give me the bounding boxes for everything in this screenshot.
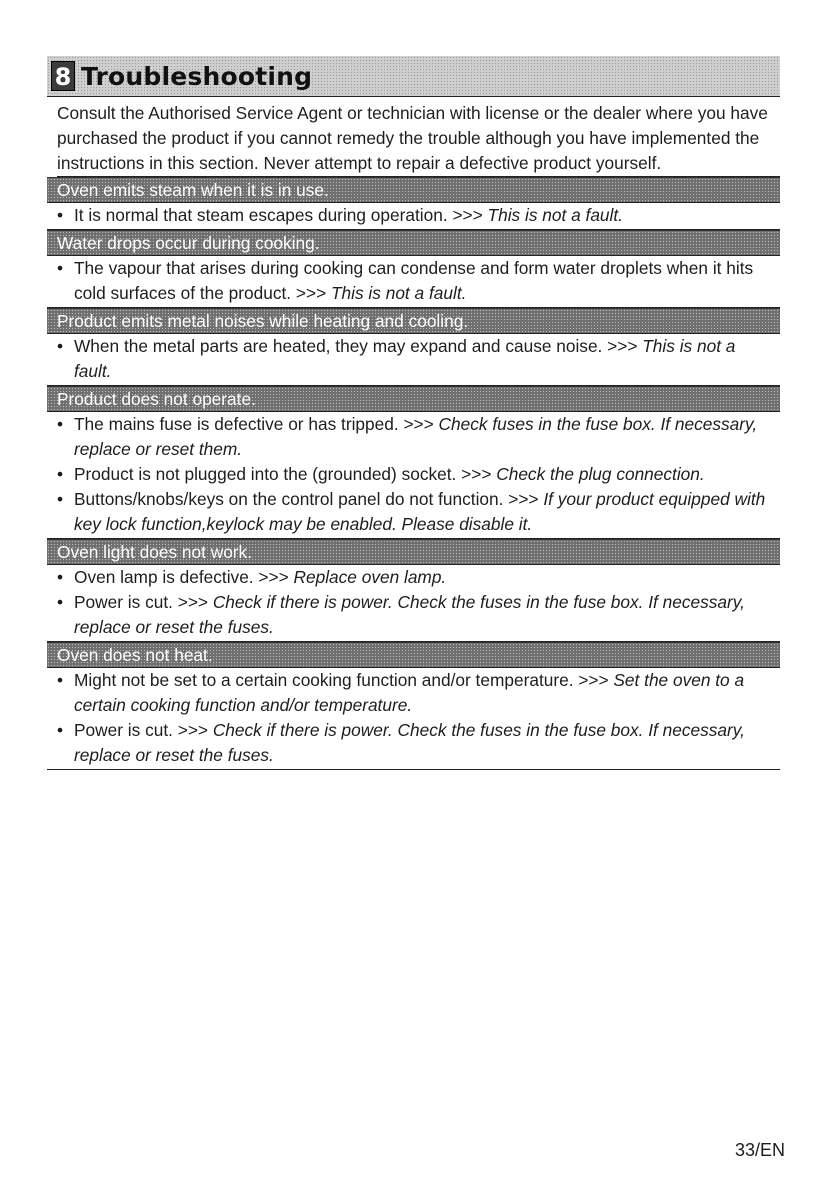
troubleshooting-page xyxy=(47,56,780,770)
list-item xyxy=(47,412,780,462)
section-heading: Oven does not heat. xyxy=(47,642,780,668)
item-solution: This is not a fault. xyxy=(74,336,736,381)
item-cause: Product is not plugged into the (grounded) socket. >>> xyxy=(74,464,497,484)
list-item xyxy=(47,256,780,306)
bullet-icon: • xyxy=(57,258,64,278)
list-item xyxy=(47,718,780,768)
item-solution: Check if there is power. Check the fuses in the fuse box. If necessary, replace or reset the fuses. xyxy=(74,592,745,637)
item-solution: Set the oven to a certain cooking function and/or temperature. xyxy=(74,670,745,715)
bullet-icon: • xyxy=(57,592,64,612)
bullet-icon: • xyxy=(57,205,64,225)
item-cause: Buttons/knobs/keys on the control panel do not function. >>> xyxy=(74,489,544,509)
item-solution: Replace oven lamp. xyxy=(293,567,447,587)
item-cause: Might not be set to a certain cooking function and/or temperature. >>> xyxy=(74,670,614,690)
bullet-icon: • xyxy=(57,336,64,356)
list-item xyxy=(47,487,780,537)
section-item-list xyxy=(47,412,780,539)
item-solution: Check the plug connection. xyxy=(496,464,705,484)
chapter-number-badge: 8 xyxy=(51,61,75,91)
item-solution: This is not a fault. xyxy=(487,205,623,225)
section-item-list xyxy=(47,334,780,386)
section-item-list xyxy=(47,203,780,230)
item-cause: The mains fuse is defective or has tripped. >>> xyxy=(74,414,439,434)
bullet-icon: • xyxy=(57,720,64,740)
item-cause: When the metal parts are heated, they may expand and cause noise. >>> xyxy=(74,336,643,356)
bullet-icon: • xyxy=(57,670,64,690)
item-cause: Power is cut. >>> xyxy=(74,720,213,740)
list-item xyxy=(47,462,780,487)
list-item xyxy=(47,565,780,590)
chapter-title: Troubleshooting xyxy=(81,61,313,91)
chapter-header xyxy=(47,56,780,97)
list-item xyxy=(47,203,780,228)
section-item-list xyxy=(47,565,780,642)
list-item xyxy=(47,590,780,640)
item-cause: Oven lamp is defective. >>> xyxy=(74,567,294,587)
section-item-list xyxy=(47,668,780,770)
bullet-icon: • xyxy=(57,489,64,509)
item-cause: The vapour that arises during cooking can condense and form water droplets when it hits cold surfaces of the product. >>> xyxy=(74,258,754,303)
list-item xyxy=(47,334,780,384)
item-solution: If your product equipped with key lock function,keylock may be enabled. Please disable it. xyxy=(74,489,766,534)
section-heading: Product does not operate. xyxy=(47,386,780,412)
troubleshooting-sections xyxy=(47,177,780,770)
section-heading: Water drops occur during cooking. xyxy=(47,230,780,256)
bullet-icon: • xyxy=(57,567,64,587)
section-heading: Oven light does not work. xyxy=(47,539,780,565)
section-heading: Product emits metal noises while heating and cooling. xyxy=(47,308,780,334)
section-item-list xyxy=(47,256,780,308)
item-cause: Power is cut. >>> xyxy=(74,592,213,612)
bullet-icon: • xyxy=(57,464,64,484)
item-solution: Check if there is power. Check the fuses in the fuse box. If necessary, replace or reset the fuses. xyxy=(74,720,745,765)
bullet-icon: • xyxy=(57,414,64,434)
section-heading: Oven emits steam when it is in use. xyxy=(47,177,780,203)
list-item xyxy=(47,668,780,718)
item-solution: Check fuses in the fuse box. If necessary, replace or reset them. xyxy=(74,414,758,459)
intro-paragraph: Consult the Authorised Service Agent or technician with license or the dealer where you have purchased the product if you cannot remedy the trouble although you have implemented the instructions in this section. Never attempt to repair a defective product yourself. xyxy=(57,101,780,177)
item-solution: This is not a fault. xyxy=(330,283,467,303)
item-cause: It is normal that steam escapes during operation. >>> xyxy=(74,205,488,225)
page-number: 33/EN xyxy=(734,1140,785,1160)
